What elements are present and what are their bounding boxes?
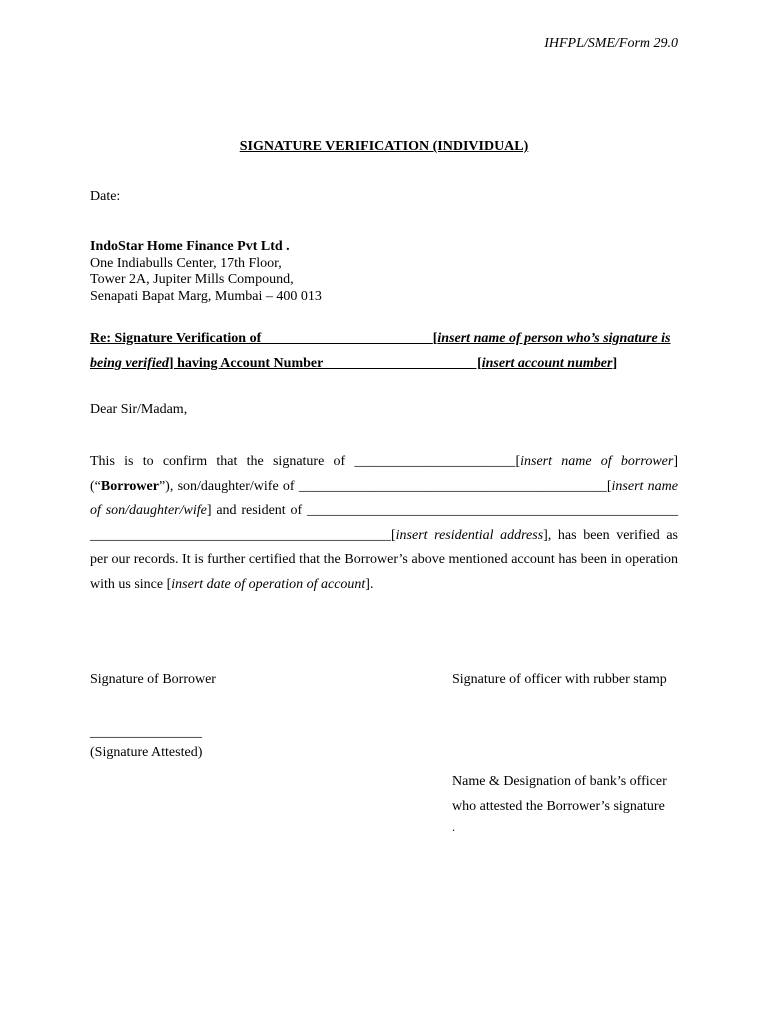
officer-name-line-2: who attested the Borrower’s signature [452,799,665,814]
subject-suffix: ] [612,356,618,371]
addressee-line-3: Senapati Bapat Marg, Mumbai – 400 013 [90,288,322,304]
body-part-3: ”), son/daughter/wife of ____________________________________________[ [158,478,612,494]
body-part-1: This is to confirm that the signature of _______________________[ [90,454,521,469]
body-bold-borrower: Borrower [100,478,159,494]
signature-attested: (Signature Attested) [90,745,203,760]
addressee-block [90,239,322,305]
subject-placeholder-account: insert account number [481,356,613,371]
body-paragraph [90,450,678,597]
signature-line: ________________ [90,725,202,740]
subject-prefix: Re: Signature Verification of ________________________[ [90,331,438,346]
body-italic-date: insert date of operation of account [171,576,366,592]
body-part-6: ]. [365,576,374,592]
officer-name-designation [452,769,667,819]
body-italic-address: insert residential address [395,527,544,543]
subject-line [90,326,678,376]
signature-officer-label: Signature of officer with rubber stamp [452,672,667,687]
body-part-5: ], has been verified as per our records. It is further certified that the Borrower’s above mentioned account has been in operation with us since [ [90,527,679,592]
date-label: Date: [90,189,121,204]
addressee-line-2: Tower 2A, Jupiter Mills Compound, [90,272,294,287]
document-title: SIGNATURE VERIFICATION (INDIVIDUAL) [239,139,529,154]
body-part-2: ] (“ [90,454,678,494]
body-italic-relation: insert name of son/daughter/wife [90,478,678,518]
addressee-line-1: One Indiabulls Center, 17th Floor, [90,255,282,271]
body-part-4: ] and resident of _____________________________________________________ ___________________________________________[ [90,503,678,543]
signature-borrower-label: Signature of Borrower [90,672,216,687]
subject-middle: ] having Account Number _____________________ [ [168,356,482,371]
body-italic-borrower-name: insert name of borrower [520,454,674,469]
addressee-company: IndoStar Home Finance Pvt Ltd . [90,239,290,254]
form-code: IHFPL/SME/Form 29.0 [544,36,678,51]
officer-name-line-1: Name & Designation of bank’s officer [452,774,667,789]
subject-placeholder-name: insert name of person who’s signature is being verified [90,331,671,371]
salutation: Dear Sir/Madam, [90,402,188,417]
trailing-dot: . [452,820,455,834]
